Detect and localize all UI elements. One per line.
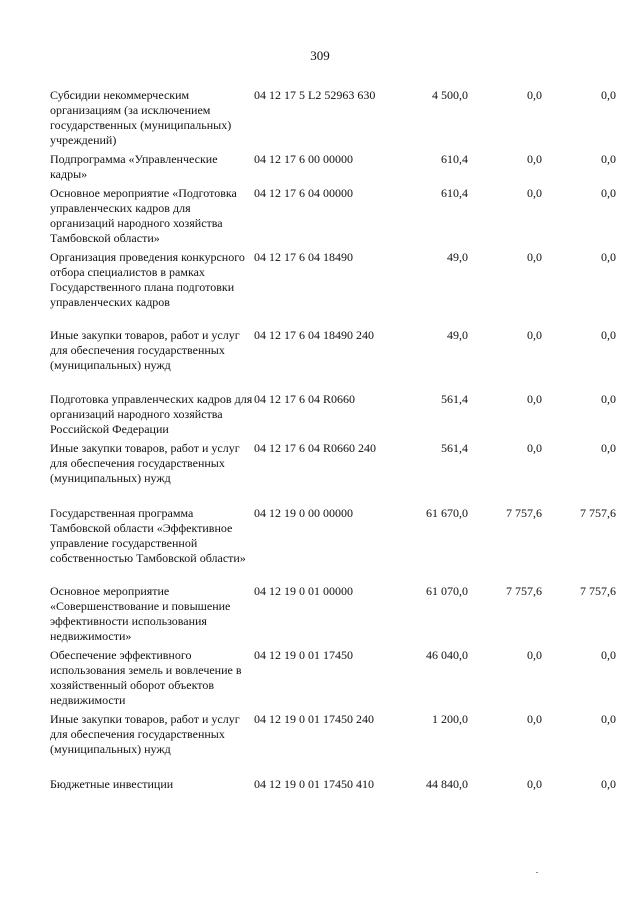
- row-name: Подпрограмма «Управленческие кадры»: [50, 152, 218, 181]
- row-value-3: 0,0: [601, 186, 616, 200]
- row-code: 04 12 19 0 01 17450 410: [254, 777, 374, 791]
- row-name: Бюджетные инвестиции: [50, 777, 174, 791]
- row-value-3: 7 757,6: [580, 506, 616, 520]
- row-value-2: 0,0: [527, 250, 542, 264]
- row-value-3: 7 757,6: [580, 584, 616, 598]
- row-name: Иные закупки товаров, работ и услуг для обеспечения государственных (муниципальных) нужд: [50, 441, 240, 485]
- row-value-1: 46 040,0: [426, 648, 468, 662]
- row-value-2: 0,0: [527, 88, 542, 102]
- row-name: Организация проведения конкурсного отбора специалистов в рамках Государственного плана подготовки управленческих кадров: [50, 250, 245, 309]
- row-value-3: 0,0: [601, 648, 616, 662]
- row-code: 04 12 17 6 04 R0660: [254, 392, 356, 406]
- row-value-1: 1 200,0: [432, 712, 468, 726]
- row-name: Подготовка управленческих кадров для организаций народного хозяйства Российской Федерации: [50, 392, 253, 436]
- row-code: 04 12 17 6 04 R0660 240: [254, 441, 377, 455]
- row-value-1: 61 670,0: [426, 506, 468, 520]
- row-code: 04 12 17 6 04 18490: [254, 250, 353, 264]
- row-code: 04 12 17 5 L2 52963 630: [254, 88, 376, 102]
- row-name: Обеспечение эффективного использования земель и вовлечение в хозяйственный оборот объектов недвижимости: [50, 648, 242, 707]
- row-value-2: 0,0: [527, 186, 542, 200]
- row-code: 04 12 17 6 04 18490 240: [254, 328, 374, 342]
- row-value-2: 0,0: [527, 777, 542, 791]
- row-value-1: 4 500,0: [432, 88, 468, 102]
- row-name: Иные закупки товаров, работ и услуг для обеспечения государственных (муниципальных) нужд: [50, 328, 240, 372]
- row-value-2: 0,0: [527, 328, 542, 342]
- row-value-1: 49,0: [447, 250, 468, 264]
- row-value-3: 0,0: [601, 712, 616, 726]
- row-value-3: 0,0: [601, 88, 616, 102]
- row-name: Субсидии некоммерческим организациям (за исключением государственных (муниципальных) учреждений): [50, 88, 232, 147]
- row-value-2: 7 757,6: [506, 584, 542, 598]
- row-value-3: 0,0: [601, 392, 616, 406]
- row-value-3: 0,0: [601, 441, 616, 455]
- row-name: Основное мероприятие «Подготовка управленческих кадров для организаций народного хозяйства Тамбовской области»: [50, 186, 237, 245]
- row-value-1: 561,4: [441, 392, 468, 406]
- row-code: 04 12 19 0 00 00000: [254, 506, 353, 520]
- row-code: 04 12 19 0 01 17450 240: [254, 712, 374, 726]
- row-value-2: 0,0: [527, 712, 542, 726]
- row-value-2: 0,0: [527, 648, 542, 662]
- row-name: Государственная программа Тамбовской области «Эффективное управление государственной собственностью Тамбовской области»: [50, 506, 246, 565]
- row-name: Основное мероприятие «Совершенствование и повышение эффективности использования недвижимости»: [50, 584, 231, 643]
- row-value-2: 0,0: [527, 441, 542, 455]
- row-value-2: 0,0: [527, 392, 542, 406]
- row-value-2: 0,0: [527, 152, 542, 166]
- row-value-1: 49,0: [447, 328, 468, 342]
- page-number: 309: [310, 48, 330, 63]
- row-value-3: 0,0: [601, 328, 616, 342]
- row-value-1: 61 070,0: [426, 584, 468, 598]
- row-value-3: 0,0: [601, 777, 616, 791]
- row-name: Иные закупки товаров, работ и услуг для обеспечения государственных (муниципальных) нужд: [50, 712, 240, 756]
- row-value-1: 561,4: [441, 441, 468, 455]
- row-value-3: 0,0: [601, 152, 616, 166]
- row-code: 04 12 19 0 01 17450: [254, 648, 353, 662]
- row-code: 04 12 17 6 00 00000: [254, 152, 353, 166]
- row-value-1: 610,4: [441, 152, 468, 166]
- row-value-1: 44 840,0: [426, 777, 468, 791]
- scan-speck: [536, 872, 538, 873]
- row-value-3: 0,0: [601, 250, 616, 264]
- row-code: 04 12 19 0 01 00000: [254, 584, 353, 598]
- row-value-2: 7 757,6: [506, 506, 542, 520]
- row-code: 04 12 17 6 04 00000: [254, 186, 353, 200]
- row-value-1: 610,4: [441, 186, 468, 200]
